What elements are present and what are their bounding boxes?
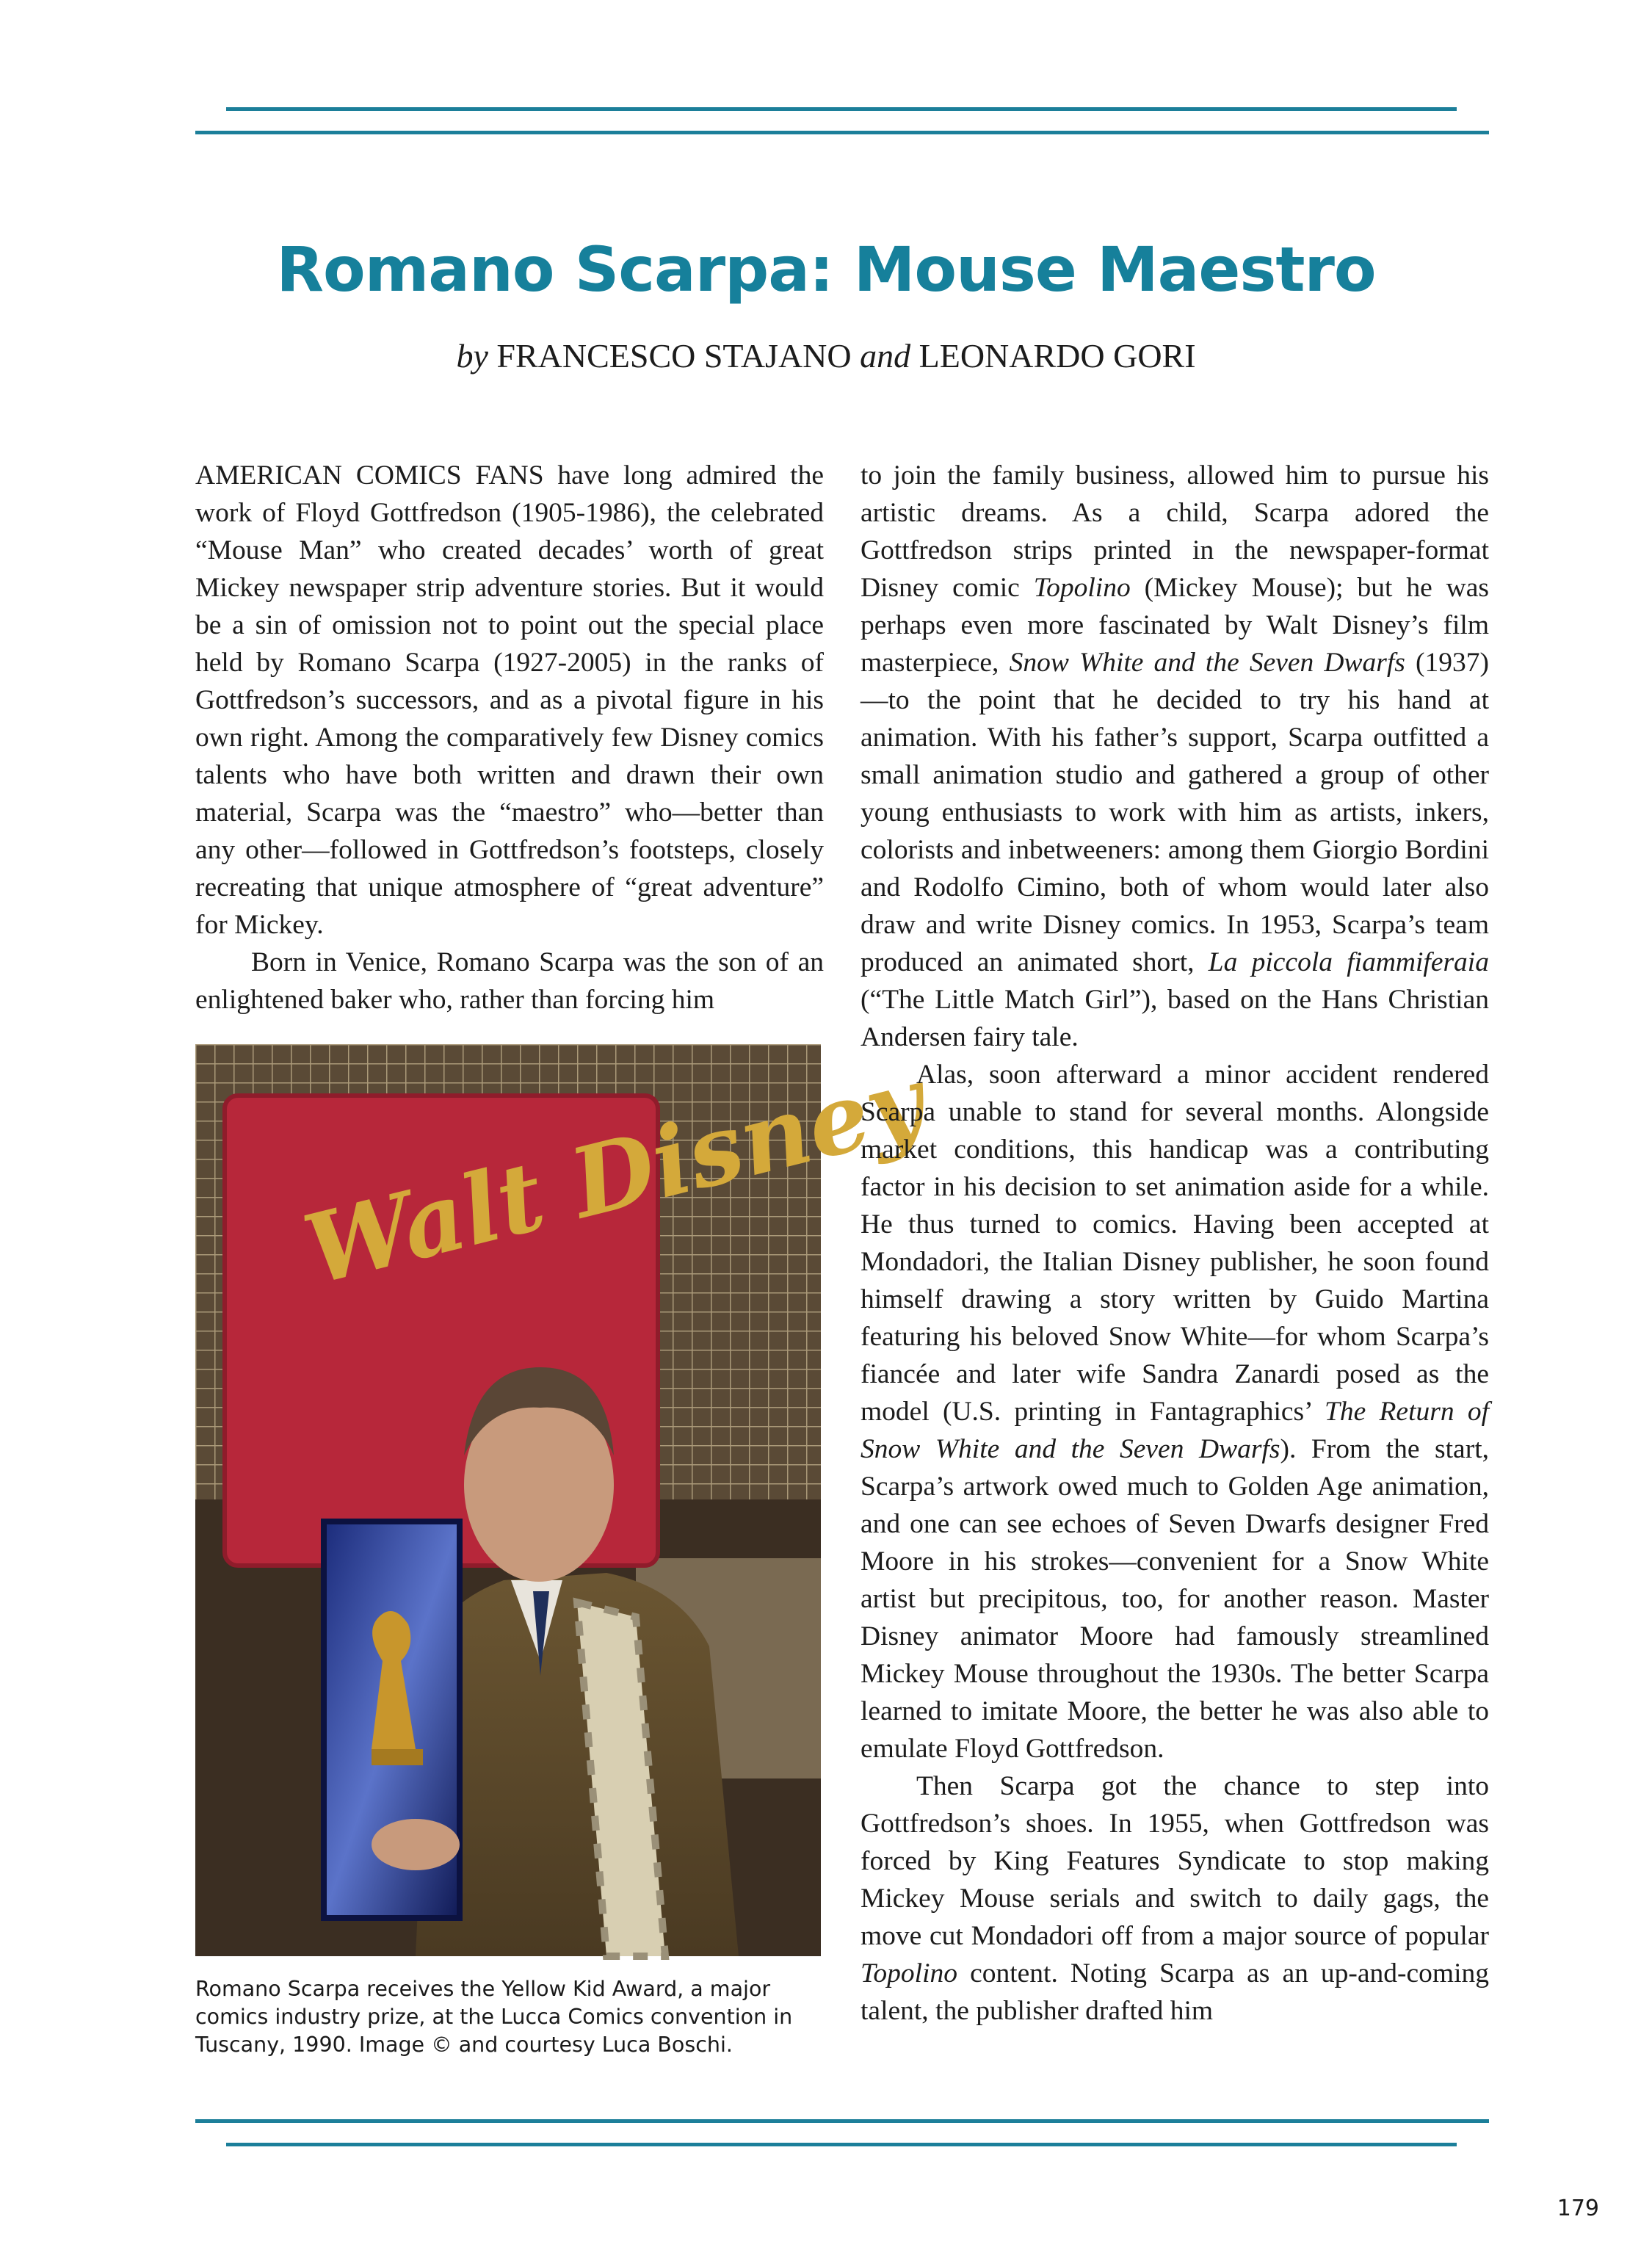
title-topolino: Topolino bbox=[1033, 573, 1131, 603]
page-number: 179 bbox=[1557, 2196, 1599, 2221]
top-rule-upper bbox=[226, 107, 1457, 111]
photo-illustration bbox=[195, 1044, 935, 1956]
text-run: content. Noting Scarpa as an up-and-coming talent, the publisher drafted him bbox=[861, 1958, 1489, 2026]
title-return-of-snow-white: The Return of Snow White and the Seven Dwarfs bbox=[861, 1397, 1489, 1464]
top-rule-lower bbox=[195, 131, 1489, 134]
text-run: (1937)—to the point that he decided to try his hand at animation. With his father’s support, Scarpa outfitted a small animation studio and gathered a group of other young enthusiasts to work with him as artists, inkers, colorists and inbetweeners: among them Giorgio Bordini and Rodolfo Cimino, both of whom would later also draw and write Disney comics. In 1953, Scarpa’s team produced an animated short, bbox=[861, 648, 1489, 977]
photo-caption: Romano Scarpa receives the Yellow Kid Award, a major comics industry prize, at the Lucca Comics convention in Tuscany, 1990. Image © and courtesy Luca Boschi. bbox=[195, 1977, 793, 2057]
right-paragraph-2 bbox=[861, 1056, 1489, 1767]
author-1: FRANCESCO STAJANO bbox=[496, 337, 852, 374]
author-2: LEONARDO GORI bbox=[919, 337, 1196, 374]
text-run: (Mickey Mouse); but he was perhaps even more fascinated by Walt Disney’s film masterpiece, bbox=[861, 573, 1489, 678]
sign-text: Walt Disney bbox=[294, 1044, 935, 1307]
right-paragraph-3 bbox=[861, 1767, 1489, 2030]
right-column bbox=[861, 457, 1489, 2030]
text-run: to join the family business, allowed him to pursue his artistic dreams. As a child, Scarpa adored the Gottfredson strips printed in the newspaper-format Disney comic bbox=[861, 460, 1489, 603]
title-snow-white: Snow White and the Seven Dwarfs bbox=[1009, 648, 1405, 678]
title-topolino: Topolino bbox=[861, 1958, 958, 1989]
left-paragraph-1: AMERICAN COMICS FANS have long admired the work of Floyd Gottfredson (1905-1986), the celebrated “Mouse Man” who created decades’ worth of great Mickey newspaper strip adventure stories. But it would be a sin of omission not to point out the special place held by Romano Scarpa (1927-2005) in the ranks of Gottfredson’s successors, and as a pivotal figure in his own right. Among the comparatively few Disney comics talents who have both written and drawn their own material, Scarpa was the “maestro” who—better than any other—followed in Gottfredson’s footsteps, closely recreating that unique atmosphere of “great adventure” for Mickey. bbox=[195, 460, 824, 940]
right-paragraph-1 bbox=[861, 457, 1489, 1056]
left-column bbox=[195, 457, 824, 1018]
text-run: (“The Little Match Girl”), based on the Hans Christian Andersen fairy tale. bbox=[861, 985, 1489, 1052]
left-paragraph-2: Born in Venice, Romano Scarpa was the son of an enlightened baker who, rather than forcing him bbox=[195, 947, 824, 1015]
title-match-girl: La piccola fiammiferaia bbox=[1208, 947, 1489, 977]
text-run: Then Scarpa got the chance to step into Gottfredson’s shoes. In 1955, when Gottfredson was forced by King Features Syndicate to stop making Mickey Mouse serials and switch to daily gags, the move cut Mondadori off from a major source of popular bbox=[861, 1771, 1489, 1951]
photo-scarpa-award bbox=[195, 1044, 935, 1956]
byline-by: by bbox=[456, 337, 488, 374]
bottom-rule-upper bbox=[195, 2119, 1489, 2123]
text-run: Alas, soon afterward a minor accident rendered Scarpa unable to stand for several months. Alongside market conditions, this handicap was a contributing factor in his decision to set animation aside for a while. He thus turned to comics. Having been accepted at Mondadori, the Italian Disney publisher, he soon found himself drawing a story written by Guido Martina featuring his beloved Snow White—for whom Scarpa’s fiancée and later wife Sandra Zanardi posed as the model (U.S. printing in Fantagraphics’ bbox=[861, 1060, 1489, 1427]
text-run: ). From the start, Scarpa’s artwork owed much to Golden Age animation, and one can see echoes of Seven Dwarfs designer Fred Moore in his strokes—convenient for a Snow White artist but precipitous, too, for another reason. Master Disney animator Moore had famously streamlined Mickey Mouse throughout the 1930s. The better Scarpa learned to imitate Moore, the better he was also able to emulate Floyd Gottfredson. bbox=[861, 1434, 1489, 1764]
bottom-rule-lower bbox=[226, 2143, 1457, 2146]
byline-and: and bbox=[860, 337, 911, 374]
article-title: Romano Scarpa: Mouse Maestro bbox=[276, 234, 1376, 305]
byline bbox=[0, 336, 1652, 375]
